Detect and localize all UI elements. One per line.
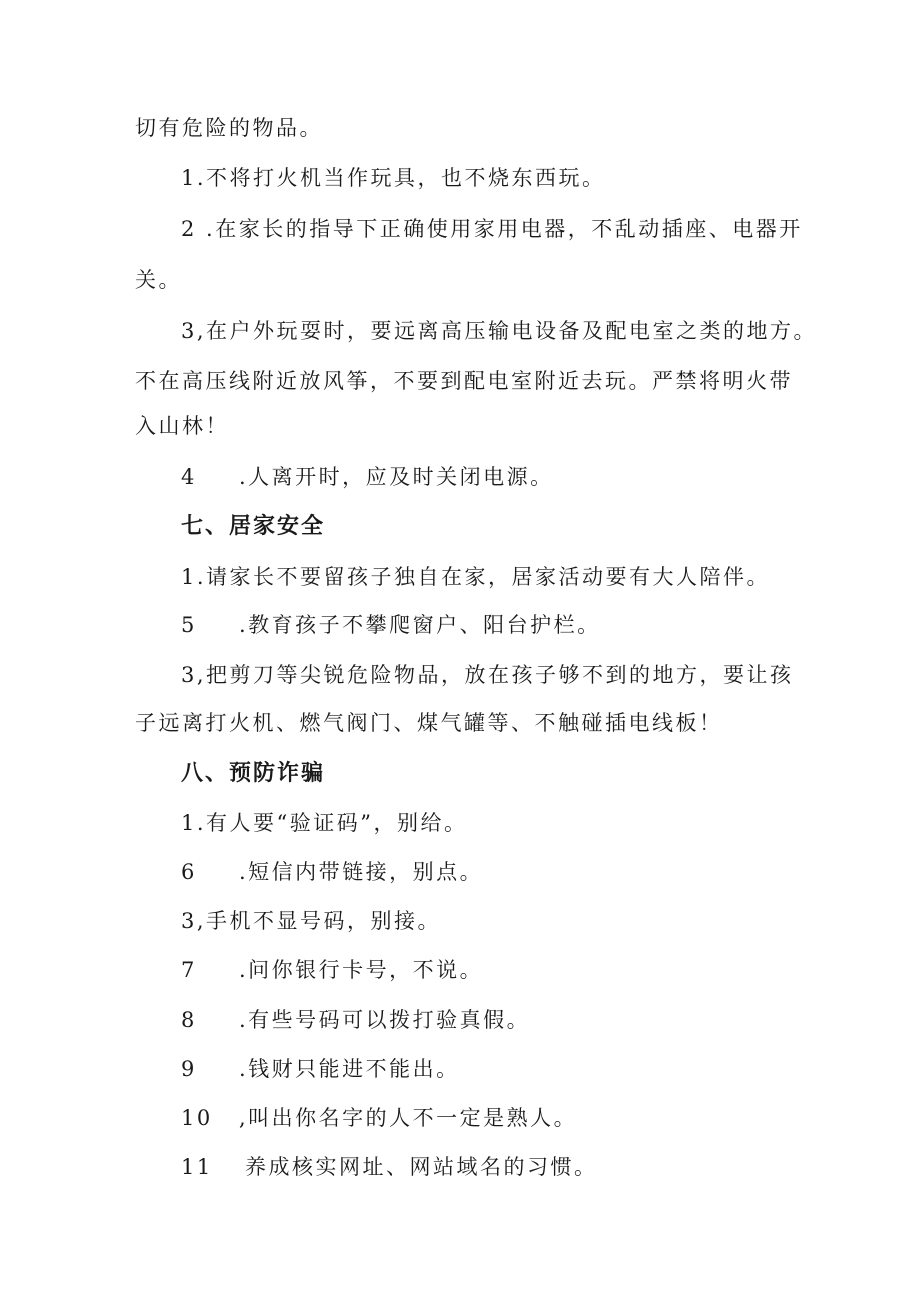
list-item-text: .短信内带链接，别点。	[239, 860, 484, 884]
paragraph-line: 3,手机不显号码，别接。	[181, 909, 442, 933]
list-item-text: ,叫出你名字的人不一定是熟人。	[239, 1106, 578, 1130]
paragraph-line: 3,把剪刀等尖锐危险物品，放在孩子够不到的地方，要让孩	[181, 663, 794, 687]
paragraph-line: 关。	[135, 268, 182, 292]
paragraph-line: 切有危险的物品。	[135, 116, 323, 140]
list-number: 9	[181, 1057, 197, 1081]
list-item-text: .有些号码可以拨打验真假。	[239, 1008, 531, 1032]
list-item-text: 养成核实网址、网站域名的习惯。	[245, 1155, 598, 1179]
list-item-text: .问你银行卡号，不说。	[239, 958, 484, 982]
paragraph-line: 入山林！	[135, 414, 229, 438]
list-item-text: .钱财只能进不能出。	[239, 1057, 460, 1081]
list-number: 4	[181, 465, 197, 489]
list-number: 7	[181, 958, 197, 982]
list-number: 5	[181, 613, 197, 637]
paragraph-line: 1.请家长不要留孩子独自在家，居家活动要有大人陪伴。	[181, 565, 771, 589]
section-heading: 八、预防诈骗	[181, 761, 326, 786]
paragraph-line: 子远离打火机、燃气阀门、煤气罐等、不触碰插电线板！	[135, 711, 723, 735]
paragraph-line: 1.不将打火机当作玩具，也不烧东西玩。	[181, 166, 606, 190]
list-number: 10	[181, 1106, 213, 1130]
list-item-text: .人离开时，应及时关闭电源。	[239, 465, 554, 489]
paragraph-line: 2 .在家长的指导下正确使用家用电器，不乱动插座、电器开	[181, 217, 803, 241]
list-number: 8	[181, 1008, 197, 1032]
list-number: 6	[181, 860, 197, 884]
list-number: 11	[181, 1155, 213, 1179]
paragraph-line: 不在高压线附近放风筝，不要到配电室附近去玩。严禁将明火带	[135, 369, 793, 393]
section-heading: 七、居家安全	[181, 514, 326, 539]
paragraph-line: 3,在户外玩耍时，要远离高压输电设备及配电室之类的地方。	[181, 319, 818, 343]
list-item-text: .教育孩子不攀爬窗户、阳台护栏。	[239, 613, 601, 637]
paragraph-line: 1.有人要“验证码”，别给。	[181, 811, 468, 835]
